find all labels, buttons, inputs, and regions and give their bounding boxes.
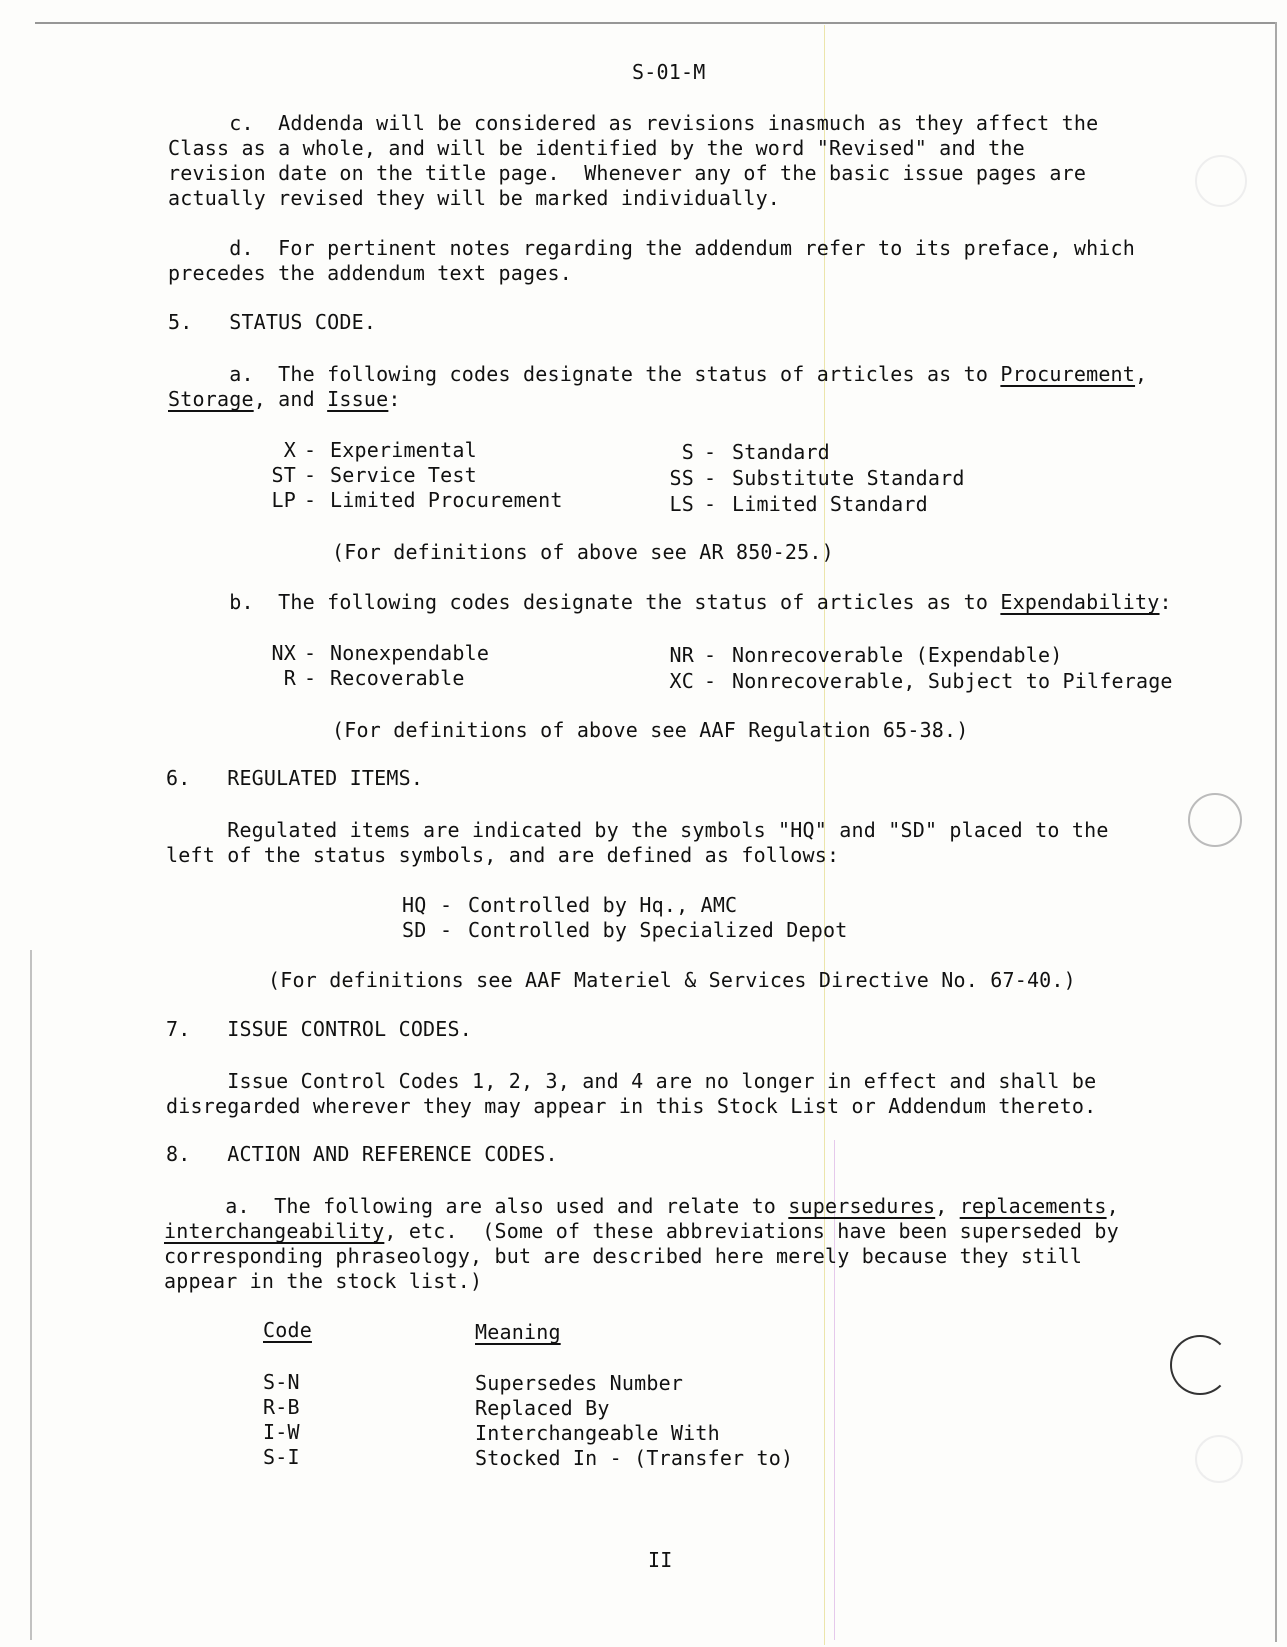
section-heading: 5. STATUS CODE.: [168, 310, 377, 334]
sec8-a-line: corresponding phraseology, but are described here merely because they still: [164, 1244, 1083, 1268]
code-meaning: Substitute Standard: [732, 466, 965, 490]
text-span: a. The following are also used and relate to: [164, 1194, 789, 1218]
code: ST: [271, 463, 296, 487]
section-heading: 8. ACTION AND REFERENCE CODES.: [166, 1142, 558, 1166]
code-dash: -: [304, 438, 317, 462]
sec7-line: Issue Control Codes 1, 2, 3, and 4 are no longer in effect and shall be: [166, 1069, 1097, 1093]
sec5-b-line: [168, 590, 1172, 615]
underlined-term: Procurement: [1000, 362, 1136, 386]
code: NR: [669, 643, 694, 667]
page-edge-top: [35, 22, 1275, 24]
sec6-line: Regulated items are indicated by the symbols "HQ" and "SD" placed to the: [166, 818, 1109, 842]
page-edge-left: [30, 950, 32, 1640]
code-dash: -: [304, 488, 317, 512]
code-dash: -: [704, 440, 717, 464]
code-dash: -: [304, 666, 317, 690]
para-c-line: revision date on the title page. Whenever any of the basic issue pages are: [168, 161, 1087, 185]
sec7-line: disregarded wherever they may appear in this Stock List or Addendum thereto.: [166, 1094, 1097, 1118]
text-span: ,: [1106, 1194, 1119, 1218]
sec8-a-line: [164, 1219, 1119, 1244]
code: HQ: [402, 893, 427, 917]
section-heading: 6. REGULATED ITEMS.: [166, 766, 424, 790]
punch-hole: [1195, 155, 1247, 207]
code: R: [283, 666, 296, 690]
text-span: a. The following codes designate the status of articles as to: [168, 362, 1001, 386]
para-c-line: actually revised they will be marked individually.: [168, 186, 781, 210]
code-meaning: Nonrecoverable, Subject to Pilferage: [732, 669, 1173, 693]
table-header-meaning: Meaning: [475, 1320, 561, 1344]
underlined-term: replacements: [959, 1194, 1107, 1218]
sec5-a-line: [168, 362, 1147, 387]
sec5-a-line: [168, 387, 401, 412]
table-row-meaning: Replaced By: [475, 1396, 610, 1420]
table-row-meaning: Supersedes Number: [475, 1371, 684, 1395]
page-edge-right: [1275, 22, 1277, 1642]
text-span: , etc. (Some of these abbreviations have been superseded by: [384, 1219, 1119, 1243]
punch-hole: [1188, 793, 1242, 847]
sec6-line: left of the status symbols, and are defined as follows:: [166, 843, 840, 867]
code-dash: -: [704, 466, 717, 490]
text-span: ,: [935, 1194, 960, 1218]
text-span: b. The following codes designate the status of articles as to: [168, 590, 1001, 614]
code: SD: [402, 918, 427, 942]
page-number: II: [648, 1548, 673, 1572]
code-meaning: Controlled by Hq., AMC: [468, 893, 738, 917]
text-span: ,: [1135, 362, 1148, 386]
code: LS: [669, 492, 694, 516]
text-span: , and: [253, 387, 328, 411]
definition-note: (For definitions of above see AAF Regulation 65-38.): [332, 718, 969, 742]
code-meaning: Standard: [732, 440, 830, 464]
punch-hole: [1195, 1435, 1243, 1483]
code: LP: [271, 488, 296, 512]
para-c-line: c. Addenda will be considered as revisions inasmuch as they affect the: [168, 111, 1099, 135]
underlined-term: Issue: [327, 387, 389, 411]
punch-hole: [1170, 1335, 1230, 1395]
code-meaning: Limited Standard: [732, 492, 928, 516]
table-row-meaning: Interchangeable With: [475, 1421, 720, 1445]
code: NX: [271, 641, 296, 665]
section-heading: 7. ISSUE CONTROL CODES.: [166, 1017, 473, 1041]
code-meaning: Recoverable: [330, 666, 465, 690]
code-dash: -: [304, 641, 317, 665]
underlined-term: Expendability: [1000, 590, 1160, 614]
document-id: S-01-M: [632, 60, 706, 84]
code-meaning: Controlled by Specialized Depot: [468, 918, 848, 942]
para-c-line: Class as a whole, and will be identified by the word "Revised" and the: [168, 136, 1025, 160]
sec8-a-line: [164, 1194, 1119, 1219]
para-d-line: precedes the addendum text pages.: [168, 261, 572, 285]
definition-note: (For definitions of above see AR 850-25.): [332, 540, 834, 564]
underlined-term: Storage: [168, 387, 254, 411]
definition-note: (For definitions see AAF Materiel & Services Directive No. 67-40.): [268, 968, 1076, 992]
code-meaning: Service Test: [330, 463, 477, 487]
code-meaning: Limited Procurement: [330, 488, 563, 512]
table-row-code: S-N: [263, 1370, 300, 1394]
code-meaning: Nonrecoverable (Expendable): [732, 643, 1063, 667]
code-meaning: Nonexpendable: [330, 641, 490, 665]
code: X: [283, 438, 296, 462]
text-span: :: [388, 387, 401, 411]
underlined-term: supersedures: [788, 1194, 936, 1218]
table-header-code: Code: [263, 1318, 312, 1342]
code-meaning: Experimental: [330, 438, 477, 462]
table-row-code: I-W: [263, 1420, 300, 1444]
table-row-code: R-B: [263, 1395, 300, 1419]
sec8-a-line: appear in the stock list.): [164, 1269, 483, 1293]
code-dash: -: [304, 463, 317, 487]
underlined-term: interchangeability: [164, 1219, 385, 1243]
code-dash: -: [440, 918, 453, 942]
code-dash: -: [704, 643, 717, 667]
text-span: :: [1159, 590, 1172, 614]
code: SS: [669, 466, 694, 490]
para-d-line: d. For pertinent notes regarding the addendum refer to its preface, which: [168, 236, 1136, 260]
code-dash: -: [704, 492, 717, 516]
code: XC: [669, 669, 694, 693]
code-dash: -: [440, 893, 453, 917]
table-row-meaning: Stocked In - (Transfer to): [475, 1446, 794, 1470]
code: S: [681, 440, 694, 464]
code-dash: -: [704, 669, 717, 693]
table-row-code: S-I: [263, 1445, 300, 1469]
